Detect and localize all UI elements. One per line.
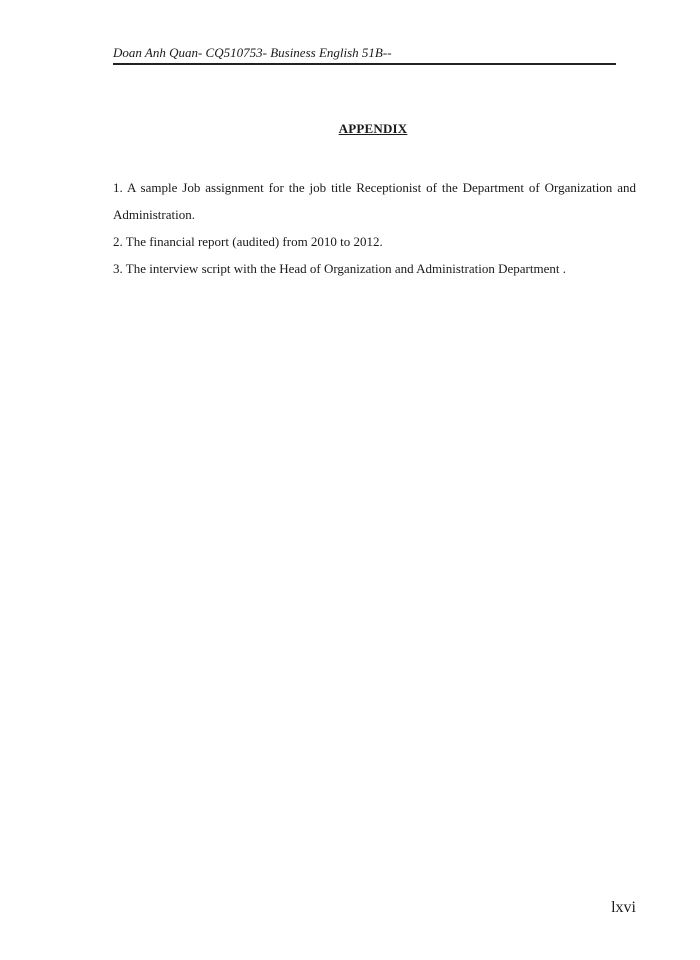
appendix-item-2: 2. The financial report (audited) from 2010 to 2012. [113, 234, 383, 249]
page-header [113, 45, 616, 65]
appendix-item-3: 3. The interview script with the Head of Organization and Administration Department . [113, 261, 566, 276]
page-number: lxvi [611, 899, 636, 916]
appendix-item-1: 1. A sample Job assignment for the job title Receptionist of the Department of Organization and Administration. [113, 180, 636, 222]
appendix-list [113, 174, 636, 282]
running-header-text: Doan Anh Quan- CQ510753- Business English 51B-- [113, 45, 392, 60]
appendix-heading: APPENDIX [338, 121, 408, 136]
